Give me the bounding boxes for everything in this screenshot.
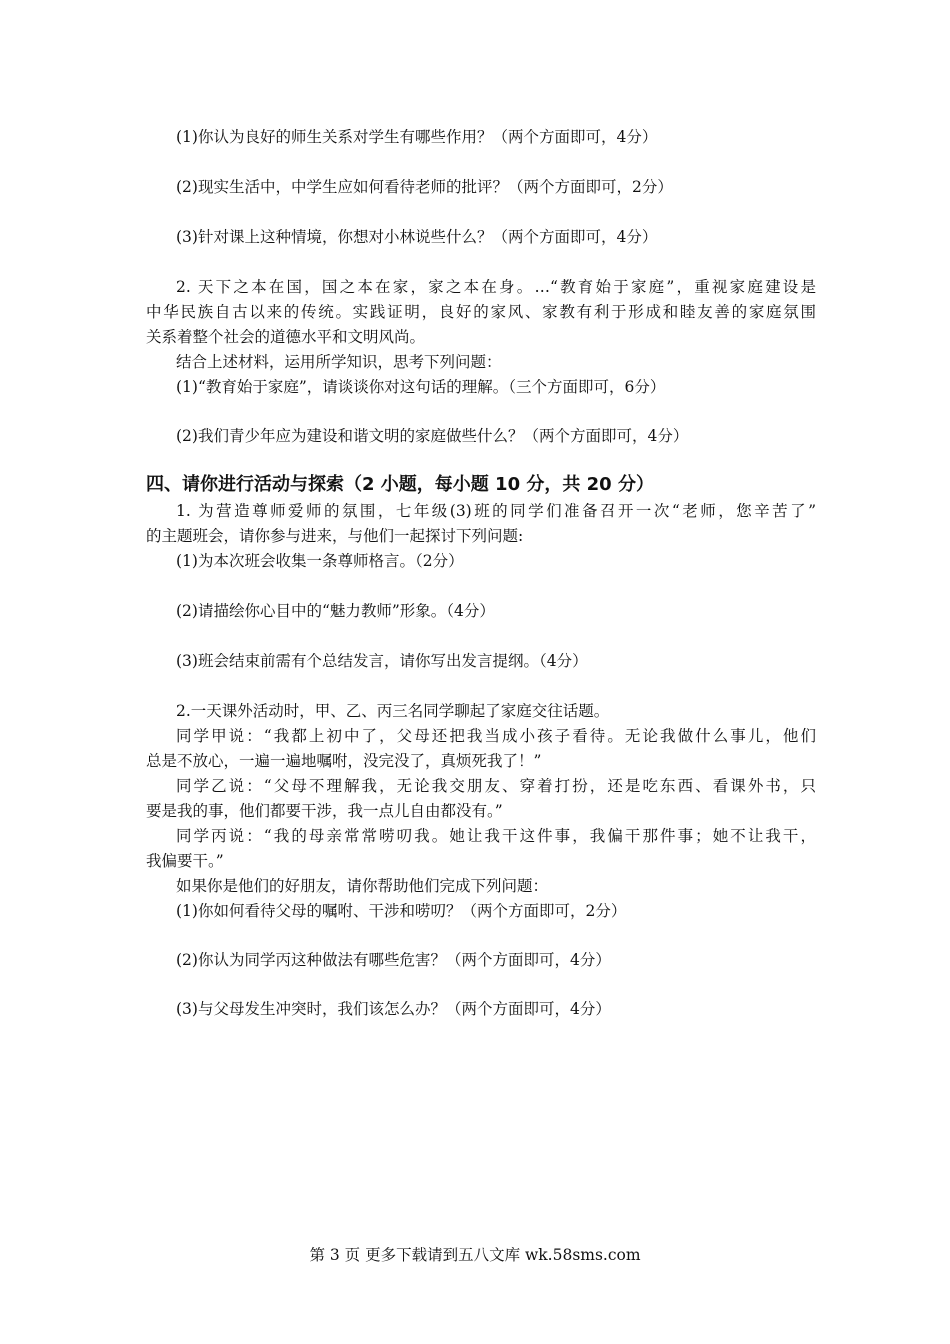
question-4b-2: (2)你认为同学丙这种做法有哪些危害？（两个方面即可，4分） bbox=[176, 951, 611, 969]
material-4b-line-1: 2.一天课外活动时，甲、乙、丙三名同学聊起了家庭交往话题。 bbox=[176, 702, 610, 720]
material-4b-line-2: 同学甲说：“我都上初中了，父母还把我当成小孩子看待。无论我做什么事儿，他们 bbox=[176, 727, 816, 745]
material-4b-line-3: 总是不放心，一遍一遍地嘱咐，没完没了，真烦死我了！” bbox=[146, 752, 542, 770]
question-4b-3: (3)与父母发生冲突时，我们该怎么办？（两个方面即可，4分） bbox=[176, 1000, 611, 1018]
material-3b-line-2: 中华民族自古以来的传统。实践证明，良好的家风、家教有利于形成和睦友善的家庭氛围 bbox=[146, 303, 816, 321]
question-3b-1: (1)“教育始于家庭”，请谈谈你对这句话的理解。（三个方面即可，6分） bbox=[176, 378, 666, 396]
page-footer: 第 3 页 更多下载请到五八文库 wk.58sms.com bbox=[309, 1246, 641, 1264]
section-4-heading: 四、请你进行活动与探索（2 小题，每小题 10 分，共 20 分） bbox=[146, 474, 654, 495]
question-4b-1: (1)你如何看待父母的嘱咐、干涉和唠叨？（两个方面即可，2分） bbox=[176, 902, 627, 920]
question-3b-2: (2)我们青少年应为建设和谐文明的家庭做些什么？（两个方面即可，4分） bbox=[176, 427, 689, 445]
question-4a-1: (1)为本次班会收集一条尊师格言。（2分） bbox=[176, 552, 464, 570]
instruction-4b: 如果你是他们的好朋友，请你帮助他们完成下列问题： bbox=[176, 877, 549, 895]
material-4a-line-1: 1. 为营造尊师爱师的氛围，七年级(3)班的同学们准备召开一次“老师，您辛苦了” bbox=[176, 502, 816, 520]
question-4a-3: (3)班会结束前需有个总结发言，请你写出发言提纲。（4分） bbox=[176, 652, 588, 670]
question-3a-2: (2)现实生活中，中学生应如何看待老师的批评？（两个方面即可，2分） bbox=[176, 178, 673, 196]
material-4a-line-2: 的主题班会，请你参与进来，与他们一起探讨下列问题: bbox=[146, 527, 524, 545]
material-4b-line-5: 要是我的事，他们都要干涉，我一点儿自由都没有。” bbox=[146, 802, 503, 820]
material-4b-line-6: 同学丙说：“我的母亲常常唠叨我。她让我干这件事，我偏干那件事；她不让我干， bbox=[176, 827, 816, 845]
material-4b-line-4: 同学乙说：“父母不理解我，无论我交朋友、穿着打扮，还是吃东西、看课外书，只 bbox=[176, 777, 816, 795]
question-3a-3: (3)针对课上这种情境，你想对小林说些什么？（两个方面即可，4分） bbox=[176, 228, 658, 246]
instruction-3b: 结合上述材料，运用所学知识，思考下列问题： bbox=[176, 353, 502, 371]
material-4b-line-7: 我偏要干。” bbox=[146, 852, 224, 870]
question-3a-1: (1)你认为良好的师生关系对学生有哪些作用？（两个方面即可，4分） bbox=[176, 128, 658, 146]
question-4a-2: (2)请描绘你心目中的“魅力教师”形象。（4分） bbox=[176, 602, 495, 620]
material-3b-line-3: 关系着整个社会的道德水平和文明风尚。 bbox=[146, 328, 426, 346]
material-3b-line-1: 2. 天下之本在国，国之本在家，家之本在身。…“教育始于家庭”，重视家庭建设是 bbox=[176, 278, 816, 296]
